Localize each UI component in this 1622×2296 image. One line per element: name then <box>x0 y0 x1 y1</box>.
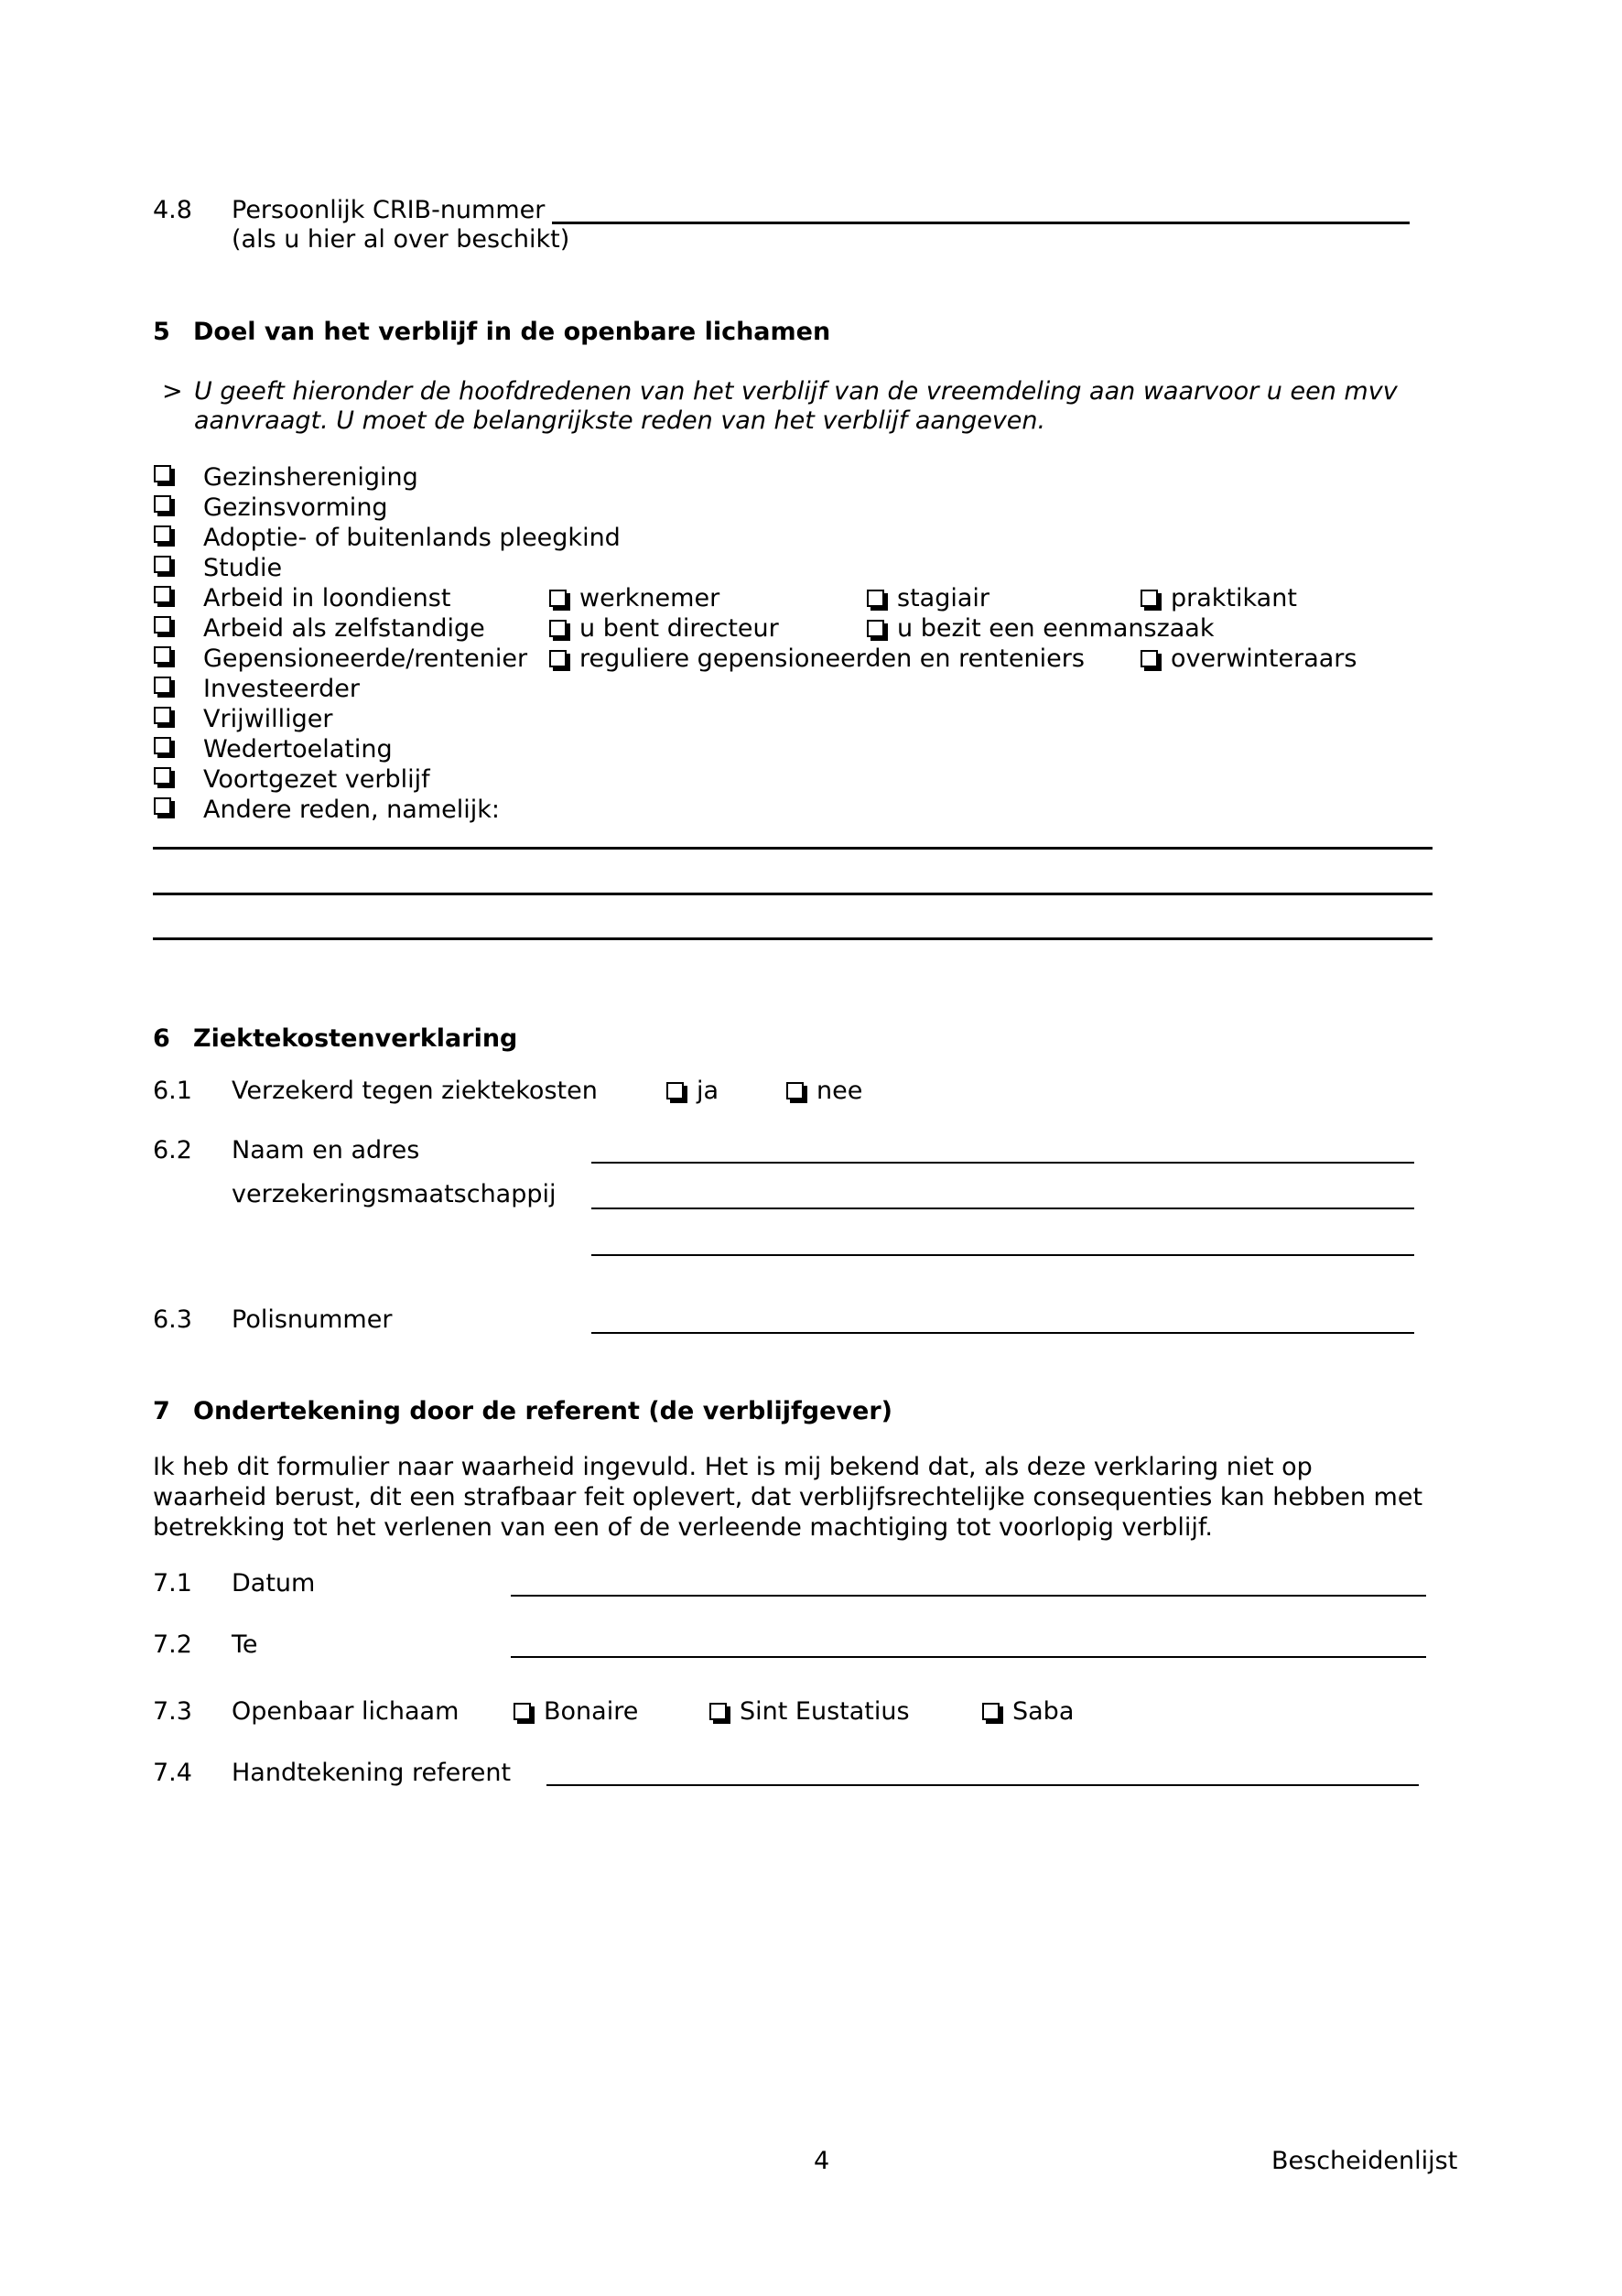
section-number: 7 <box>153 1397 170 1425</box>
field-7-2 <box>153 1632 258 1657</box>
crib-number-line[interactable] <box>552 222 1410 224</box>
andere-reden-line-3[interactable] <box>153 937 1433 940</box>
instruction-marker: > <box>162 377 183 406</box>
field-label: Handtekening referent <box>232 1759 512 1787</box>
instruction-text: U geeft hieronder de hoofdredenen van het verblijf van de vreemdeling aan waarvoor u een mvv aanvraagt. U moet de belangrijkste reden van het verblijf aangeven. <box>194 377 1398 435</box>
field-6-2 <box>153 1138 419 1163</box>
field-label: Openbaar lichaam <box>232 1697 460 1726</box>
checkbox-arbeid-zelfstandige[interactable] <box>154 616 171 634</box>
checkbox-wedertoelating[interactable] <box>154 737 171 754</box>
verzekeraar-line-3[interactable] <box>591 1254 1414 1256</box>
section-title: Doel van het verblijf in de openbare lichamen <box>193 318 831 346</box>
field-number: 6.3 <box>153 1305 192 1334</box>
field-7-1 <box>153 1571 315 1596</box>
field-label: Datum <box>232 1569 316 1597</box>
option-label: Voortgezet verblijf <box>203 765 430 794</box>
option-label: Gepensioneerde/rentenier <box>203 644 528 673</box>
checkbox-gezinsvorming[interactable] <box>154 495 171 513</box>
option-label: Saba <box>1012 1697 1075 1726</box>
section-title: Ziektekostenverklaring <box>193 1024 518 1053</box>
checkbox-werknemer[interactable] <box>549 590 567 607</box>
field-6-1 <box>153 1077 863 1105</box>
section-title: Ondertekening door de referent (de verblijfgever) <box>193 1397 892 1425</box>
field-number: 7.1 <box>153 1569 192 1597</box>
option-label: praktikant <box>1171 584 1297 612</box>
option-label: Arbeid als zelfstandige <box>203 614 485 643</box>
field-number: 6.1 <box>153 1077 192 1105</box>
field-4-8-note: (als u hier al over beschikt) <box>232 225 570 254</box>
field-label: Te <box>232 1630 258 1659</box>
andere-reden-line-2[interactable] <box>153 893 1433 895</box>
option-label: u bezit een eenmanszaak <box>897 614 1215 643</box>
checkbox-gezinshereniging[interactable] <box>154 465 171 482</box>
option-label: Bonaire <box>544 1697 639 1726</box>
field-label: Polisnummer <box>232 1305 393 1334</box>
page-number: 4 <box>814 2147 830 2175</box>
option-label: werknemer <box>579 584 720 612</box>
field-6-2-label-2: verzekeringsmaatschappij <box>232 1180 557 1208</box>
checkbox-ja[interactable] <box>666 1082 684 1099</box>
polisnummer-line[interactable] <box>591 1332 1414 1334</box>
field-label: Persoonlijk CRIB-nummer <box>232 196 546 224</box>
option-label: Andere reden, namelijk: <box>203 796 500 824</box>
option-label: Adoptie- of buitenlands pleegkind <box>203 524 621 552</box>
field-number: 7.3 <box>153 1697 192 1726</box>
option-label: Studie <box>203 554 283 582</box>
field-label: Naam en adres <box>232 1136 420 1164</box>
field-label: Verzekerd tegen ziektekosten <box>232 1077 598 1105</box>
option-label: Wedertoelating <box>203 735 393 764</box>
option-label: Gezinsvorming <box>203 493 388 522</box>
option-label: reguliere gepensioneerden en renteniers <box>579 644 1085 673</box>
section-6-heading <box>153 1026 517 1051</box>
section-7-heading <box>153 1399 892 1424</box>
checkbox-eenmanszaak[interactable] <box>867 620 884 637</box>
andere-reden-line-1[interactable] <box>153 847 1433 850</box>
section-5-instruction <box>162 377 1434 436</box>
checkbox-saba[interactable] <box>982 1703 1000 1720</box>
field-number: 4.8 <box>153 196 192 224</box>
checkbox-voortgezet-verblijf[interactable] <box>154 767 171 785</box>
verzekeraar-line-1[interactable] <box>591 1162 1414 1164</box>
checkbox-andere-reden[interactable] <box>154 797 171 815</box>
option-label: Arbeid in loondienst <box>203 584 451 612</box>
verzekeraar-line-2[interactable] <box>591 1208 1414 1209</box>
field-7-4 <box>153 1760 511 1785</box>
te-line[interactable] <box>511 1656 1426 1658</box>
option-label: nee <box>816 1077 863 1105</box>
declaration-text: Ik heb dit formulier naar waarheid ingevuld. Het is mij bekend dat, als deze verklaring niet op waarheid berust, dit een strafbaar feit oplevert, dat verblijfsrechtelijke consequenties kan hebben met betrekking tot het verlenen van een of de verleende machtiging tot voorlopig verblijf. <box>153 1453 1423 1542</box>
option-label: overwinteraars <box>1171 644 1357 673</box>
field-6-3 <box>153 1307 392 1332</box>
option-label: ja <box>697 1077 719 1105</box>
option-label: Investeerder <box>203 675 361 703</box>
field-4-8 <box>153 198 545 222</box>
checkbox-sint-eustatius[interactable] <box>709 1703 727 1720</box>
section-5-heading <box>153 319 830 344</box>
option-label: Vrijwilliger <box>203 705 333 733</box>
field-number: 7.4 <box>153 1759 192 1787</box>
checkbox-studie[interactable] <box>154 556 171 573</box>
checkbox-arbeid-loondienst[interactable] <box>154 586 171 603</box>
field-7-3 <box>153 1697 1075 1726</box>
section-number: 6 <box>153 1024 170 1053</box>
field-number: 7.2 <box>153 1630 192 1659</box>
checkbox-investeerder[interactable] <box>154 677 171 694</box>
checkbox-praktikant[interactable] <box>1141 590 1158 607</box>
section-number: 5 <box>153 318 170 346</box>
checkbox-gepensioneerde[interactable] <box>154 646 171 664</box>
checkbox-nee[interactable] <box>786 1082 804 1099</box>
footer-document-name: Bescheidenlijst <box>1271 2147 1458 2175</box>
handtekening-line[interactable] <box>546 1784 1419 1786</box>
checkbox-directeur[interactable] <box>549 620 567 637</box>
checkbox-reguliere-gepensioneerden[interactable] <box>549 650 567 667</box>
checkbox-stagiair[interactable] <box>867 590 884 607</box>
checkbox-adoptie[interactable] <box>154 525 171 543</box>
field-number: 6.2 <box>153 1136 192 1164</box>
option-label: stagiair <box>897 584 989 612</box>
option-label: Gezinshereniging <box>203 463 418 492</box>
checkbox-bonaire[interactable] <box>514 1703 531 1720</box>
option-label: Sint Eustatius <box>740 1697 910 1726</box>
checkbox-overwinteraars[interactable] <box>1141 650 1158 667</box>
checkbox-vrijwilliger[interactable] <box>154 707 171 724</box>
option-label: u bent directeur <box>579 614 779 643</box>
datum-line[interactable] <box>511 1595 1426 1597</box>
